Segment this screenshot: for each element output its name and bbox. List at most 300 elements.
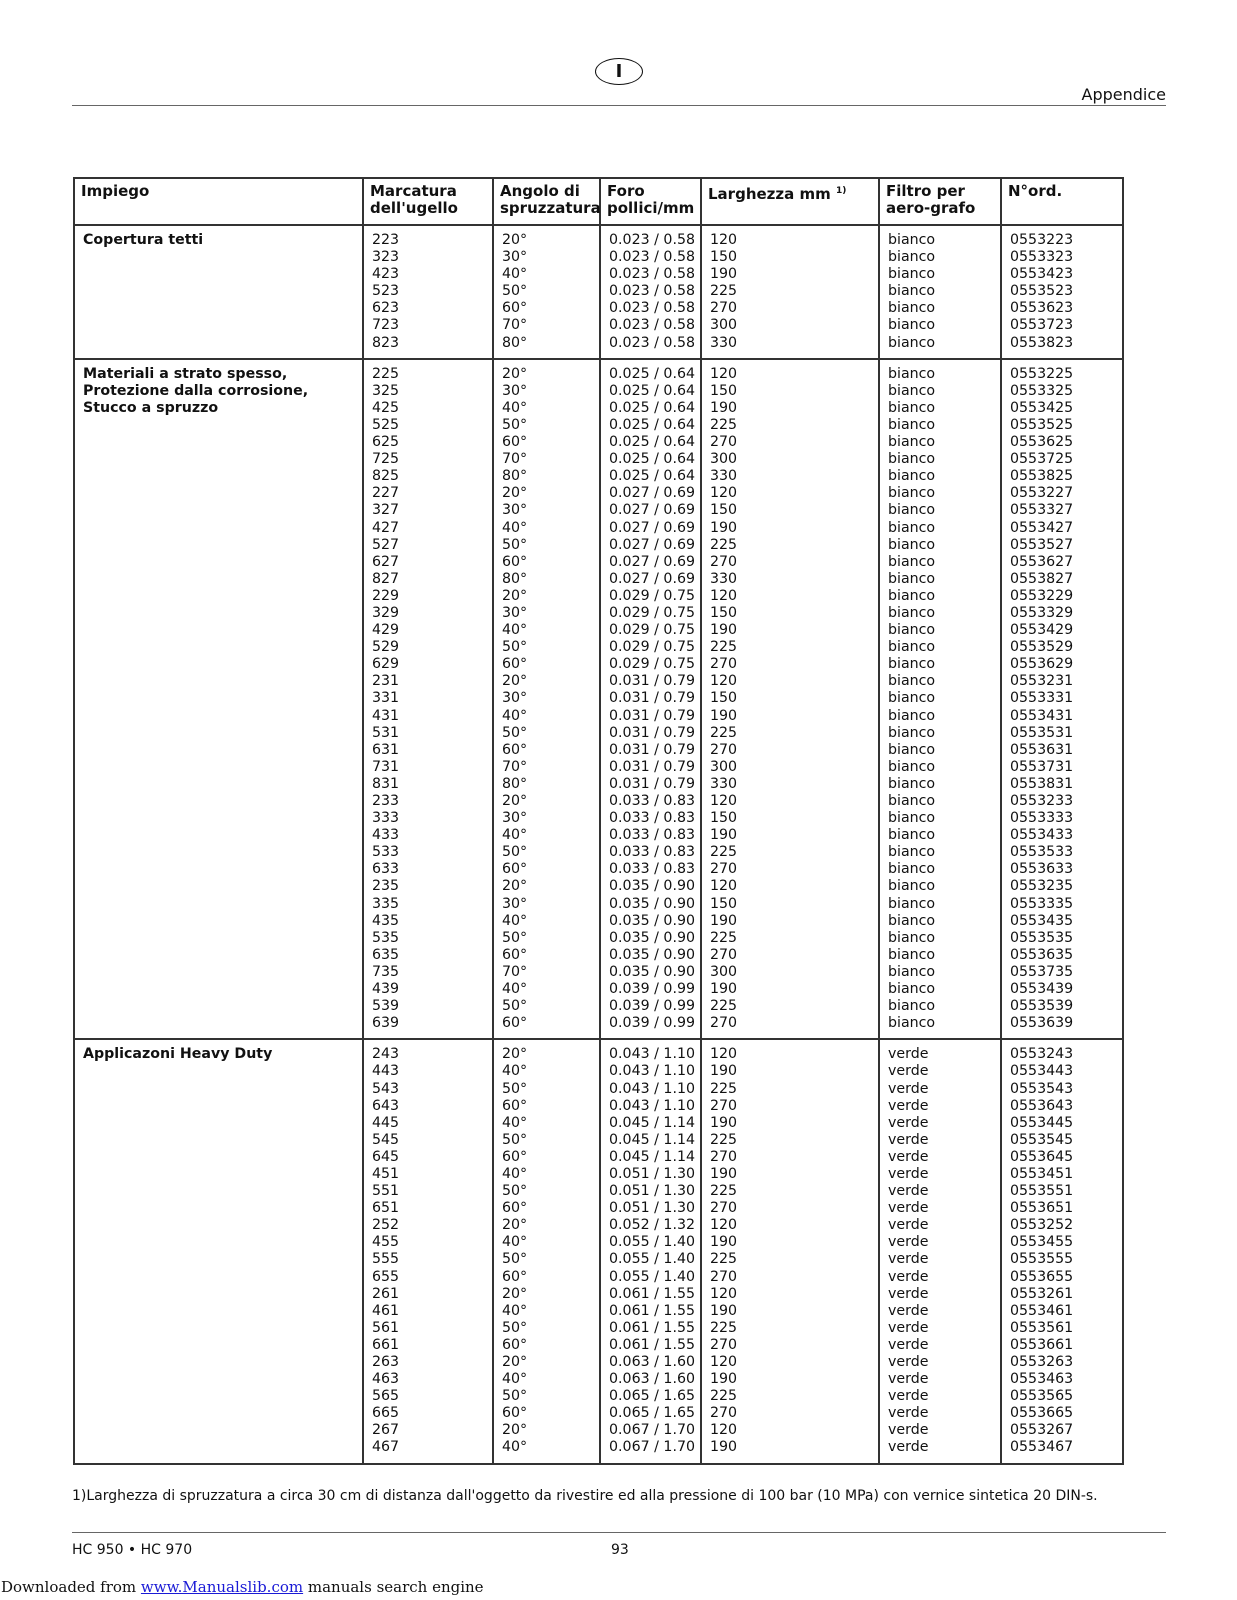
- foro-value: 0.029 / 0.75: [609, 639, 696, 656]
- footnote: 1)Larghezza di spruzzatura a circa 30 cm di distanza dall'oggetto da rivestire ed alla pressione di 100 bar (10 MPa) con vernice sintetica 20 DIN-s.: [72, 1488, 1098, 1504]
- nord-value: 0553565: [1010, 1388, 1074, 1405]
- foro-value: 0.035 / 0.90: [609, 878, 696, 895]
- filtro-value: bianco: [888, 639, 936, 656]
- foro-value: 0.025 / 0.64: [609, 451, 696, 468]
- marcatura-value: 233: [372, 793, 400, 809]
- angolo-value: 50°: [502, 536, 528, 553]
- larghezza-value: 190: [710, 1114, 738, 1131]
- nord-value: 0553731: [1010, 758, 1074, 775]
- larghezza-value: 120: [710, 1422, 738, 1439]
- filtro-value: bianco: [888, 365, 936, 382]
- marcatura-value: 645: [372, 1148, 400, 1165]
- larghezza-value: 190: [710, 912, 738, 929]
- nord-value: 0553825: [1010, 468, 1074, 485]
- foro-value: 0.025 / 0.64: [609, 434, 696, 451]
- larghezza-value: 330: [710, 775, 738, 792]
- nord-value: 0553429: [1010, 622, 1074, 639]
- marcatura-value: 545: [372, 1131, 400, 1148]
- larghezza-value: 190: [710, 1371, 738, 1388]
- filtro-value: bianco: [888, 570, 936, 587]
- foro-value: 0.039 / 0.99: [609, 998, 696, 1015]
- angolo-value: 30°: [502, 502, 528, 519]
- foro-value: 0.027 / 0.69: [609, 485, 696, 502]
- nord-value: 0553463: [1010, 1371, 1074, 1388]
- nord-value: 0553455: [1010, 1234, 1074, 1251]
- nord-value: 0553225: [1010, 365, 1074, 382]
- angolo-value: 80°: [502, 775, 528, 792]
- foro-value: 0.025 / 0.64: [609, 468, 696, 485]
- marcatura-value: 329: [372, 604, 400, 621]
- marcatura-value: 527: [372, 536, 400, 553]
- filtro-value: bianco: [888, 793, 936, 809]
- table-group-row: [74, 1039, 1123, 1463]
- filtro-value: verde: [888, 1285, 929, 1302]
- angolo-value: 20°: [502, 673, 528, 690]
- angolo-value: 60°: [502, 1268, 528, 1285]
- larghezza-value: 190: [710, 1165, 738, 1182]
- nord-value: 0553433: [1010, 827, 1074, 844]
- nord-value: 0553831: [1010, 775, 1074, 792]
- nord-value: 0553467: [1010, 1439, 1074, 1456]
- foro-value: 0.027 / 0.69: [609, 519, 696, 536]
- nord-value: 0553445: [1010, 1114, 1074, 1131]
- use-label: Protezione dalla corrosione,: [83, 382, 309, 399]
- larghezza-value: 190: [710, 519, 738, 536]
- marcatura-value: 623: [372, 300, 400, 317]
- angolo-value: 20°: [502, 365, 528, 382]
- marcatura-value: 433: [372, 827, 400, 844]
- filtro-value: bianco: [888, 622, 936, 639]
- filtro-cell: [879, 359, 1001, 1040]
- nord-value: 0553527: [1010, 536, 1074, 553]
- foro-value: 0.023 / 0.58: [609, 334, 696, 351]
- filtro-value: bianco: [888, 878, 936, 895]
- foro-value: 0.031 / 0.79: [609, 775, 696, 792]
- filtro-value: verde: [888, 1302, 929, 1319]
- filtro-value: verde: [888, 1336, 929, 1353]
- angolo-value: 40°: [502, 1302, 528, 1319]
- nord-value: 0553551: [1010, 1183, 1074, 1200]
- foro-value: 0.033 / 0.83: [609, 861, 696, 878]
- larghezza-value: 225: [710, 1080, 738, 1097]
- marcatura-value: 423: [372, 266, 400, 283]
- filtro-value: bianco: [888, 929, 936, 946]
- foro-value: 0.031 / 0.79: [609, 690, 696, 707]
- marcatura-value: 725: [372, 451, 400, 468]
- larghezza-value: 120: [710, 365, 738, 382]
- angolo-value: 20°: [502, 1285, 528, 1302]
- nord-value: 0553335: [1010, 895, 1074, 912]
- foro-value: 0.045 / 1.14: [609, 1148, 696, 1165]
- larghezza-value: 120: [710, 1046, 738, 1063]
- larghezza-value: 225: [710, 1319, 738, 1336]
- foro-value: 0.043 / 1.10: [609, 1097, 696, 1114]
- filtro-value: verde: [888, 1131, 929, 1148]
- marcatura-value: 639: [372, 1015, 400, 1032]
- nord-value: 0553643: [1010, 1097, 1074, 1114]
- filtro-value: bianco: [888, 434, 936, 451]
- marcatura-cell: [363, 359, 493, 1040]
- foro-cell: [600, 1039, 701, 1463]
- nord-value: 0553329: [1010, 604, 1074, 621]
- use-label: Materiali a strato spesso,: [83, 365, 288, 382]
- nord-value: 0553435: [1010, 912, 1074, 929]
- marcatura-value: 535: [372, 929, 400, 946]
- filtro-value: bianco: [888, 553, 936, 570]
- larghezza-value: 225: [710, 1131, 738, 1148]
- foro-value: 0.035 / 0.90: [609, 912, 696, 929]
- foro-value: 0.027 / 0.69: [609, 536, 696, 553]
- marcatura-value: 243: [372, 1046, 400, 1063]
- larghezza-value: 120: [710, 232, 738, 248]
- nord-value: 0553229: [1010, 587, 1074, 604]
- nord-value: 0553639: [1010, 1015, 1074, 1032]
- larghezza-value: 225: [710, 929, 738, 946]
- larghezza-value: 270: [710, 946, 738, 963]
- table-body: [74, 225, 1123, 1464]
- larghezza-value: 270: [710, 1148, 738, 1165]
- nord-cell: [1001, 225, 1123, 359]
- marcatura-value: 625: [372, 434, 400, 451]
- foro-value: 0.061 / 1.55: [609, 1302, 696, 1319]
- angolo-value: 60°: [502, 553, 528, 570]
- nord-value: 0553623: [1010, 300, 1074, 317]
- marcatura-value: 429: [372, 622, 400, 639]
- foro-value: 0.033 / 0.83: [609, 827, 696, 844]
- filtro-value: bianco: [888, 416, 936, 433]
- angolo-value: 70°: [502, 963, 528, 980]
- foro-value: 0.051 / 1.30: [609, 1183, 696, 1200]
- table-header-row: [74, 178, 1123, 225]
- nord-value: 0553543: [1010, 1080, 1074, 1097]
- foro-value: 0.023 / 0.58: [609, 283, 696, 300]
- filtro-value: verde: [888, 1097, 929, 1114]
- filtro-value: bianco: [888, 981, 936, 998]
- marcatura-value: 467: [372, 1439, 400, 1456]
- larghezza-value: 225: [710, 1388, 738, 1405]
- nord-value: 0553645: [1010, 1148, 1074, 1165]
- marcatura-value: 543: [372, 1080, 400, 1097]
- angolo-value: 60°: [502, 1336, 528, 1353]
- larghezza-value: 190: [710, 981, 738, 998]
- nord-value: 0553627: [1010, 553, 1074, 570]
- nozzle-table: [73, 177, 1124, 1465]
- filtro-value: bianco: [888, 502, 936, 519]
- marcatura-value: 555: [372, 1251, 400, 1268]
- filtro-value: bianco: [888, 998, 936, 1015]
- nord-value: 0553533: [1010, 844, 1074, 861]
- angolo-value: 30°: [502, 604, 528, 621]
- angolo-cell: [493, 359, 600, 1040]
- nord-value: 0553331: [1010, 690, 1074, 707]
- larghezza-value: 190: [710, 1234, 738, 1251]
- use-cell: [74, 359, 363, 1040]
- filtro-value: bianco: [888, 656, 936, 673]
- angolo-value: 20°: [502, 587, 528, 604]
- angolo-value: 50°: [502, 416, 528, 433]
- marcatura-cell: [363, 225, 493, 359]
- larghezza-value: 300: [710, 317, 738, 334]
- marcatura-value: 231: [372, 673, 400, 690]
- larghezza-value: 270: [710, 656, 738, 673]
- use-label: Applicazoni Heavy Duty: [83, 1046, 273, 1063]
- angolo-value: 40°: [502, 399, 528, 416]
- nord-value: 0553423: [1010, 266, 1074, 283]
- nord-value: 0553633: [1010, 861, 1074, 878]
- filtro-value: bianco: [888, 775, 936, 792]
- filtro-value: bianco: [888, 861, 936, 878]
- nord-value: 0553655: [1010, 1268, 1074, 1285]
- larghezza-value: 270: [710, 741, 738, 758]
- larghezza-value: 270: [710, 861, 738, 878]
- filtro-value: bianco: [888, 810, 936, 827]
- header-larghezza: [701, 178, 879, 225]
- nord-value: 0553823: [1010, 334, 1074, 351]
- foro-value: 0.067 / 1.70: [609, 1439, 696, 1456]
- larghezza-value: 330: [710, 468, 738, 485]
- use-label: Stucco a spruzzo: [83, 399, 219, 416]
- footnote-marker: 1): [835, 186, 847, 196]
- header-foro: Foro pollici/mm: [600, 178, 701, 225]
- nord-cell: [1001, 1039, 1123, 1463]
- nord-value: 0553431: [1010, 707, 1074, 724]
- foro-value: 0.029 / 0.75: [609, 622, 696, 639]
- table-group-row: [74, 225, 1123, 359]
- larghezza-cell: [701, 1039, 879, 1463]
- filtro-value: bianco: [888, 895, 936, 912]
- filtro-value: verde: [888, 1063, 929, 1080]
- angolo-value: 30°: [502, 895, 528, 912]
- angolo-value: 50°: [502, 283, 528, 300]
- angolo-value: 30°: [502, 249, 528, 266]
- manualslib-link[interactable]: www.Manualslib.com: [140, 1578, 304, 1596]
- angolo-value: 50°: [502, 844, 528, 861]
- language-badge: I: [595, 58, 643, 85]
- marcatura-value: 831: [372, 775, 400, 792]
- foro-value: 0.031 / 0.79: [609, 707, 696, 724]
- angolo-value: 60°: [502, 1097, 528, 1114]
- angolo-value: 20°: [502, 485, 528, 502]
- angolo-value: 80°: [502, 570, 528, 587]
- filtro-value: bianco: [888, 334, 936, 351]
- filtro-cell: [879, 225, 1001, 359]
- nord-value: 0553461: [1010, 1302, 1074, 1319]
- marcatura-value: 325: [372, 382, 400, 399]
- larghezza-value: 270: [710, 300, 738, 317]
- larghezza-value: 330: [710, 570, 738, 587]
- nord-value: 0553439: [1010, 981, 1074, 998]
- marcatura-value: 633: [372, 861, 400, 878]
- foro-value: 0.055 / 1.40: [609, 1251, 696, 1268]
- filtro-value: bianco: [888, 468, 936, 485]
- nord-value: 0553555: [1010, 1251, 1074, 1268]
- download-banner: [1, 1578, 484, 1596]
- angolo-value: 20°: [502, 1217, 528, 1234]
- foro-value: 0.043 / 1.10: [609, 1046, 696, 1063]
- angolo-value: 20°: [502, 793, 528, 809]
- angolo-value: 60°: [502, 1148, 528, 1165]
- filtro-value: verde: [888, 1354, 929, 1370]
- angolo-value: 20°: [502, 878, 528, 895]
- nord-value: 0553827: [1010, 570, 1074, 587]
- foro-value: 0.031 / 0.79: [609, 724, 696, 741]
- marcatura-value: 565: [372, 1388, 400, 1405]
- filtro-value: bianco: [888, 844, 936, 861]
- nord-value: 0553531: [1010, 724, 1074, 741]
- nord-value: 0553425: [1010, 399, 1074, 416]
- nord-value: 0553231: [1010, 673, 1074, 690]
- nord-value: 0553233: [1010, 793, 1074, 809]
- section-title: Appendice: [1081, 85, 1166, 104]
- filtro-value: bianco: [888, 758, 936, 775]
- angolo-value: 40°: [502, 266, 528, 283]
- angolo-value: 30°: [502, 690, 528, 707]
- foro-value: 0.055 / 1.40: [609, 1268, 696, 1285]
- marcatura-value: 263: [372, 1354, 400, 1370]
- marcatura-value: 327: [372, 502, 400, 519]
- marcatura-value: 331: [372, 690, 400, 707]
- filtro-value: bianco: [888, 690, 936, 707]
- angolo-value: 70°: [502, 758, 528, 775]
- larghezza-value: 270: [710, 1268, 738, 1285]
- filtro-value: verde: [888, 1046, 929, 1063]
- foro-value: 0.043 / 1.10: [609, 1063, 696, 1080]
- angolo-value: 60°: [502, 656, 528, 673]
- larghezza-value: 150: [710, 502, 738, 519]
- nord-value: 0553525: [1010, 416, 1074, 433]
- nord-value: 0553243: [1010, 1046, 1074, 1063]
- larghezza-value: 225: [710, 1251, 738, 1268]
- marcatura-value: 723: [372, 317, 400, 334]
- larghezza-value: 150: [710, 604, 738, 621]
- foro-value: 0.063 / 1.60: [609, 1354, 696, 1370]
- foro-value: 0.027 / 0.69: [609, 553, 696, 570]
- nord-value: 0553665: [1010, 1405, 1074, 1422]
- marcatura-value: 427: [372, 519, 400, 536]
- nord-value: 0553651: [1010, 1200, 1074, 1217]
- filtro-value: verde: [888, 1200, 929, 1217]
- angolo-value: 40°: [502, 1234, 528, 1251]
- nord-value: 0553323: [1010, 249, 1074, 266]
- larghezza-value: 190: [710, 622, 738, 639]
- marcatura-value: 731: [372, 758, 400, 775]
- marcatura-value: 651: [372, 1200, 400, 1217]
- larghezza-value: 225: [710, 416, 738, 433]
- nord-value: 0553545: [1010, 1131, 1074, 1148]
- foro-value: 0.027 / 0.69: [609, 570, 696, 587]
- filtro-value: bianco: [888, 382, 936, 399]
- foro-value: 0.027 / 0.69: [609, 502, 696, 519]
- nord-value: 0553539: [1010, 998, 1074, 1015]
- marcatura-value: 225: [372, 365, 400, 382]
- filtro-value: verde: [888, 1371, 929, 1388]
- angolo-value: 40°: [502, 1165, 528, 1182]
- marcatura-value: 825: [372, 468, 400, 485]
- foro-value: 0.023 / 0.58: [609, 266, 696, 283]
- larghezza-value: 225: [710, 536, 738, 553]
- angolo-value: 70°: [502, 317, 528, 334]
- larghezza-value: 225: [710, 998, 738, 1015]
- larghezza-value: 330: [710, 334, 738, 351]
- marcatura-value: 451: [372, 1165, 400, 1182]
- larghezza-value: 300: [710, 451, 738, 468]
- marcatura-value: 227: [372, 485, 400, 502]
- marcatura-value: 531: [372, 724, 400, 741]
- angolo-value: 60°: [502, 1015, 528, 1032]
- foro-value: 0.043 / 1.10: [609, 1080, 696, 1097]
- larghezza-value: 225: [710, 639, 738, 656]
- marcatura-value: 252: [372, 1217, 400, 1234]
- filtro-value: bianco: [888, 1015, 936, 1032]
- footer-model: HC 950 • HC 970: [72, 1542, 193, 1558]
- foro-value: 0.045 / 1.14: [609, 1131, 696, 1148]
- nord-value: 0553451: [1010, 1165, 1074, 1182]
- larghezza-value: 150: [710, 895, 738, 912]
- angolo-value: 20°: [502, 1354, 528, 1370]
- marcatura-value: 661: [372, 1336, 400, 1353]
- angolo-value: 50°: [502, 1388, 528, 1405]
- marcatura-value: 561: [372, 1319, 400, 1336]
- filtro-value: bianco: [888, 912, 936, 929]
- larghezza-value: 150: [710, 249, 738, 266]
- larghezza-value: 120: [710, 587, 738, 604]
- larghezza-value: 300: [710, 758, 738, 775]
- filtro-value: verde: [888, 1251, 929, 1268]
- foro-value: 0.025 / 0.64: [609, 416, 696, 433]
- angolo-value: 40°: [502, 981, 528, 998]
- foro-value: 0.061 / 1.55: [609, 1319, 696, 1336]
- filtro-value: verde: [888, 1217, 929, 1234]
- marcatura-value: 443: [372, 1063, 400, 1080]
- larghezza-value: 190: [710, 1302, 738, 1319]
- larghezza-value: 120: [710, 1354, 738, 1370]
- angolo-value: 80°: [502, 468, 528, 485]
- larghezza-value: 120: [710, 878, 738, 895]
- filtro-value: bianco: [888, 724, 936, 741]
- marcatura-value: 431: [372, 707, 400, 724]
- use-cell: [74, 225, 363, 359]
- foro-value: 0.033 / 0.83: [609, 844, 696, 861]
- filtro-value: bianco: [888, 946, 936, 963]
- angolo-value: 80°: [502, 334, 528, 351]
- angolo-value: 50°: [502, 724, 528, 741]
- foro-value: 0.033 / 0.83: [609, 793, 696, 809]
- nord-value: 0553261: [1010, 1285, 1074, 1302]
- foro-value: 0.035 / 0.90: [609, 929, 696, 946]
- download-suffix: manuals search engine: [303, 1578, 484, 1596]
- foro-value: 0.033 / 0.83: [609, 810, 696, 827]
- larghezza-value: 270: [710, 1200, 738, 1217]
- angolo-value: 20°: [502, 1046, 528, 1063]
- marcatura-value: 635: [372, 946, 400, 963]
- larghezza-value: 120: [710, 1217, 738, 1234]
- angolo-value: 40°: [502, 1371, 528, 1388]
- nord-value: 0553333: [1010, 810, 1074, 827]
- angolo-value: 50°: [502, 1131, 528, 1148]
- nord-value: 0553443: [1010, 1063, 1074, 1080]
- marcatura-value: 335: [372, 895, 400, 912]
- marcatura-value: 529: [372, 639, 400, 656]
- marcatura-value: 551: [372, 1183, 400, 1200]
- nord-value: 0553661: [1010, 1336, 1074, 1353]
- marcatura-value: 523: [372, 283, 400, 300]
- angolo-value: 60°: [502, 300, 528, 317]
- filtro-value: bianco: [888, 266, 936, 283]
- foro-value: 0.025 / 0.64: [609, 399, 696, 416]
- filtro-value: verde: [888, 1388, 929, 1405]
- angolo-value: 20°: [502, 1422, 528, 1439]
- foro-value: 0.023 / 0.58: [609, 232, 696, 248]
